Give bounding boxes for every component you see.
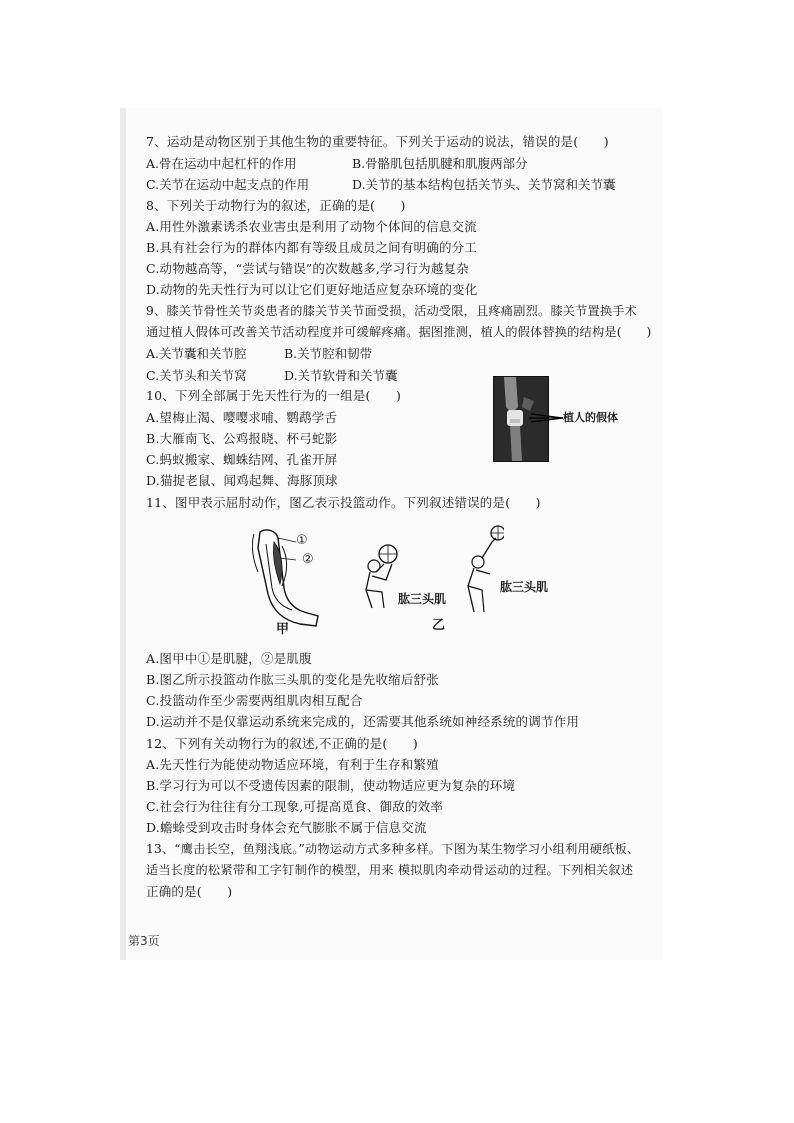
- q10-option-c: C.蚂蚁搬家、蜘蛛结网、孔雀开屏: [146, 452, 338, 467]
- q13-stem-line3: 正确的是( ): [146, 884, 233, 899]
- q12-option-c: C.社会行为往往有分工现象,可提高觅食、御敌的效率: [146, 799, 444, 814]
- q7-option-b: B.骨骼肌包括肌腱和肌腹两部分: [352, 156, 528, 171]
- q11-option-a: A.图甲中①是肌腱，②是肌腹: [146, 651, 312, 666]
- q9-option-c: C.关节头和关节窝: [146, 368, 247, 383]
- q10-stem: 10、下列全部属于先天性行为的一组是( ): [146, 388, 402, 403]
- prosthesis-label: 植人的假体: [563, 411, 618, 424]
- marker-2: ②: [302, 552, 314, 567]
- q10-option-a: A.望梅止渴、嘤嘤求哺、鹦鹉学舌: [146, 410, 338, 425]
- q12-option-d: D.蟾蜍受到攻击时身体会充气膨胀不属于信息交流: [146, 820, 427, 835]
- q11-option-b: B.图乙所示投篮动作肱三头肌的变化是先收缩后舒张: [146, 672, 439, 687]
- q12-stem: 12、下列有关动物行为的叙述,不正确的是( ): [146, 736, 418, 751]
- triceps-label-left: 肱三头肌: [398, 592, 447, 606]
- figure-jia-label: 甲: [276, 622, 290, 637]
- q9-option-a: A.关节囊和关节腔: [146, 346, 247, 361]
- q7-option-c: C.关节在运动中起支点的作用: [146, 177, 310, 192]
- q8-option-c: C.动物越高等，“尝试与错误”的次数越多,学习行为越复杂: [146, 261, 469, 276]
- triceps-label-right: 肱三头肌: [500, 580, 549, 594]
- q13-stem-line2: 适当长度的松紧带和工字钉制作的模型，用来 模拟肌肉牵动骨运动的过程。下列相关叙述: [146, 863, 634, 877]
- q13-stem-line1: 13、“鹰击长空，鱼翔浅底。”动物运动方式多种多样。下图为某生物学习小组利用硬纸板、: [146, 842, 640, 856]
- marker-1: ①: [296, 533, 308, 548]
- q7-stem: 7、运动是动物区别于其他生物的重要特征。下列关于运动的说法，错误的是( ): [146, 134, 609, 149]
- shot-pose-2-figure: [460, 524, 504, 614]
- figure-yi-label: 乙: [432, 618, 446, 633]
- pointer-arrow-icon: [527, 411, 565, 425]
- arm-flexion-figure: [252, 528, 324, 630]
- q11-option-d: D.运动并不是仅靠运动系统来完成的，还需要其他系统如神经系统的调节作用: [146, 714, 580, 729]
- q9-option-d: D.关节软骨和关节囊: [284, 368, 398, 383]
- q8-stem: 8、下列关于动物行为的叙述，正确的是( ): [146, 198, 406, 213]
- q11-option-c: C.投篮动作至少需要两组肌肉相互配合: [146, 693, 363, 708]
- q8-option-b: B.具有社会行为的群体内都有等级且成员之间有明确的分工: [146, 240, 478, 255]
- q11-stem: 11、图甲表示屈肘动作，图乙表示投篮动作。下列叙述错误的是( ): [146, 495, 541, 510]
- q9-stem-line2: 通过植人假体可改善关节活动程度并可缓解疼痛。据图推测，植人的假体替换的结构是( ): [146, 325, 652, 339]
- q9-option-b: B.关节腔和韧带: [284, 346, 373, 361]
- q8-option-a: A.用性外激素诱杀农业害虫是利用了动物个体间的信息交流: [146, 219, 477, 234]
- q8-option-d: D.动物的先天性行为可以让它们更好地适应复杂环境的变化: [146, 282, 478, 297]
- q7-option-d: D.关节的基本结构包括关节头、关节窝和关节囊: [352, 177, 616, 192]
- q10-option-d: D.猫捉老鼠、闻鸡起舞、海豚顶球: [146, 473, 338, 488]
- q10-option-b: B.大雁南飞、公鸡报晓、杯弓蛇影: [146, 431, 338, 446]
- q9-stem-line1: 9、膝关节骨性关节炎患者的膝关节关节面受损，活动受限，且疼痛剧烈。膝关节置换手术: [146, 304, 638, 318]
- page-number: 第3页: [128, 934, 160, 948]
- q12-option-a: A.先天性行为能使动物适应环境，有利于生存和繁殖: [146, 757, 439, 772]
- q12-option-b: B.学习行为可以不受遗传因素的限制，使动物适应更为复杂的环境: [146, 778, 516, 793]
- q7-option-a: A.骨在运动中起杠杆的作用: [146, 156, 297, 171]
